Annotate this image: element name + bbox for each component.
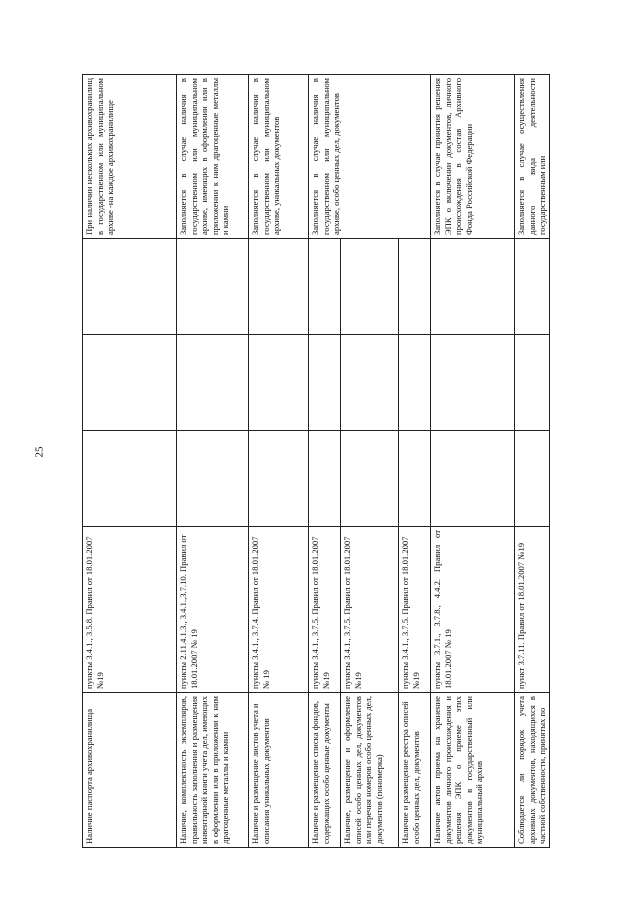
empty-cell [249, 335, 309, 431]
basis-cell: пункты 3.4.1., 3.5.8. Правил от 18.01.2007 №19 [83, 527, 177, 693]
inspection-table [82, 74, 550, 848]
requirement-cell: Наличие актов приема на хранение документов личного происхождения и решения ЭПК о приеме этих документов в государственный или муниципальный архив [431, 693, 515, 848]
table-row [515, 75, 550, 848]
basis-cell: пункты 3.4.1., 3.7.5. Правил от 18.01.2007 №19 [309, 527, 341, 693]
table-row [249, 75, 309, 848]
empty-cell [431, 239, 515, 335]
empty-cell [83, 335, 177, 431]
empty-cell [177, 239, 249, 335]
requirement-cell: Наличие и размещение списка фондов, содержащих особо ценные документы [309, 693, 341, 848]
page-number: 25 [33, 446, 46, 458]
empty-cell [515, 335, 550, 431]
requirement-cell: Соблюдается ли порядок учета архивных документов, находящихся в частной собственности, принятых по [515, 693, 550, 848]
empty-cell [309, 431, 341, 527]
basis-cell: пункты 3.7.1., 3.7.8., 4.4.2. Правил от 18.01.2007 № 19 [431, 527, 515, 693]
empty-cell [515, 239, 550, 335]
empty-cell [83, 431, 177, 527]
basis-cell: пункты 3.4.1., 3.7.5. Правил от 18.01.2007 №19 [341, 527, 399, 693]
empty-cell [399, 431, 431, 527]
basis-cell: пункты 2.11.4.1.3., 3.4.1.,3.7.10. Правил от 18.01.2007 № 19 [177, 527, 249, 693]
requirement-cell: Наличие паспорта архивохранилища [83, 693, 177, 848]
table-row [177, 75, 249, 848]
requirement-cell: Наличие, комплектность экземпляров, правильность заполнения и размещения инвентарной книги учета дел, имеющих в оформлении или в приложении к ним драгоценные металлы и камни [177, 693, 249, 848]
note-cell: Заполняется в случае осуществления данного вида деятельности государственным или [515, 75, 550, 239]
note-cell: Заполняется в случае принятия решения ЭПК о включении документов, личного происхождения в состав Архивного Фонда Российской Федерации [431, 75, 515, 239]
table-row [309, 75, 341, 848]
empty-cell [515, 431, 550, 527]
empty-cell [249, 239, 309, 335]
note-cell: Заполняется в случае наличия в государственном или муниципальном архиве, имеющих в оформлении или в приложении к ним драгоценные металлы и камни [177, 75, 249, 239]
basis-cell: пункты 3.4.1., 3.7.5. Правил от 18.01.2007 №19 [399, 527, 431, 693]
empty-cell [83, 239, 177, 335]
empty-cell [431, 431, 515, 527]
basis-cell: пункт 3.7.11. Правил от 18.01.2007 №19 [515, 527, 550, 693]
empty-cell [249, 431, 309, 527]
empty-cell [341, 431, 399, 527]
requirement-cell: Наличие и размещение листов учета и описания уникальных документов [249, 693, 309, 848]
empty-cell [341, 239, 399, 335]
table-row [83, 75, 177, 848]
note-cell: Заполняется в случае наличия в государственном или муниципальном архиве, особо ценных дел, документов [309, 75, 431, 239]
empty-cell [431, 335, 515, 431]
empty-cell [177, 431, 249, 527]
empty-cell [341, 335, 399, 431]
empty-cell [177, 335, 249, 431]
note-cell: При наличии нескольких архивохранилищ в государственном или муниципальном архиве -на каждое архивохранилище [83, 75, 177, 239]
empty-cell [309, 335, 341, 431]
empty-cell [399, 239, 431, 335]
empty-cell [309, 239, 341, 335]
requirement-cell: Наличие, размещение и оформление описей особо ценных дел, документов или перечня номеров особо ценных дел, документов (пономерка) [341, 693, 399, 848]
table-row [431, 75, 515, 848]
basis-cell: пункты 3.4.1., 3.7.4. Правил от 18.01.2007 № 19 [249, 527, 309, 693]
inspection-table-rotated [82, 75, 548, 848]
requirement-cell: Наличие и размещение реестра описей особо ценных дел, документов [399, 693, 431, 848]
empty-cell [399, 335, 431, 431]
note-cell: Заполняется в случае наличия в государственном или муниципальном архиве, уникальных документов [249, 75, 309, 239]
